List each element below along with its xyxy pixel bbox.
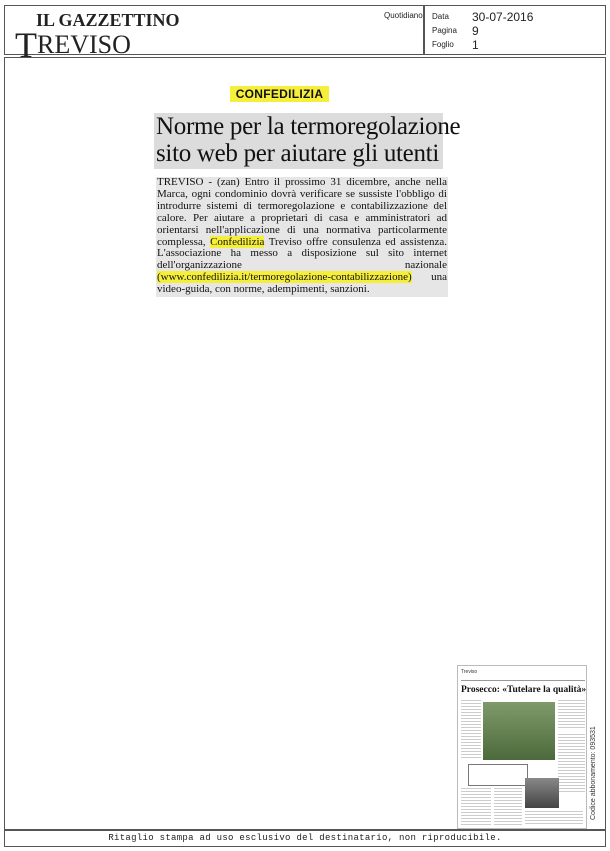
masthead-title: IL GAZZETTINO: [36, 10, 180, 30]
body-part: TREVISO - (zan) Entro il prossimo 31 dicembre, anche nella Marca, ogni condominio dovrà verificare se sussiste l'obbligo di introdurre sistemi di termoregolazione e contabilizzazione del calore. Per aiutare a proprietari di casa e amministratori ad orientarsi nell'applicazione di una normativa particolarmente complessa,: [157, 176, 447, 248]
thumbnail-photo: [483, 702, 555, 760]
meta-box: [424, 5, 606, 55]
masthead-city-initial: T: [15, 25, 37, 65]
highlight-url: (www.confedilizia.it/termoregolazione-contabilizzazione): [157, 271, 412, 284]
article-headline: [154, 113, 461, 169]
meta-value: 9: [472, 24, 479, 38]
article-body: [156, 177, 448, 297]
thumbnail-title: Prosecco: «Tutelare la qualità»: [461, 685, 587, 695]
page-thumbnail: [457, 665, 587, 829]
thumbnail-column: [461, 700, 481, 760]
highlight-organization: Confedilizia: [210, 235, 265, 248]
thumbnail-header: Treviso: [461, 669, 478, 675]
body-part: Treviso offre consulenza ed assistenza. L'associazione ha messo a disposizione sul sito internet dell'organizzazione nazionale: [157, 235, 448, 272]
masthead-city-rest: REVISO: [37, 30, 131, 59]
thumbnail-column: [461, 788, 491, 826]
body-part: una video-guida, con norme, adempimenti, sanzioni.: [157, 271, 447, 296]
thumbnail-column: [558, 734, 585, 794]
thumbnail-column: [558, 700, 585, 730]
meta-label: Pagina: [432, 26, 457, 35]
article-kicker: CONFEDILIZIA: [230, 86, 329, 102]
meta-label: Data: [432, 12, 449, 21]
masthead-box: [4, 5, 424, 65]
thumbnail-photo: [525, 778, 559, 808]
frequency-label: Quotidiano: [384, 11, 423, 20]
meta-value: 1: [472, 38, 479, 52]
headline-line: Norme per la termoregolazione: [156, 113, 461, 140]
footer-notice: Ritaglio stampa ad uso esclusivo del destinatario, non riproducibile.: [4, 830, 606, 847]
thumbnail-column: [525, 811, 583, 826]
headline-line: sito web per aiutare gli utenti: [156, 140, 439, 167]
thumbnail-box: [468, 764, 528, 786]
thumbnail-column: [494, 788, 522, 826]
subscription-code: Codice abbonamento: 093531: [590, 726, 597, 820]
meta-value: 30-07-2016: [472, 10, 534, 24]
meta-label: Foglio: [432, 40, 454, 49]
masthead-city: [15, 20, 131, 65]
thumbnail-rule: [461, 680, 585, 681]
page-header: [0, 0, 610, 65]
